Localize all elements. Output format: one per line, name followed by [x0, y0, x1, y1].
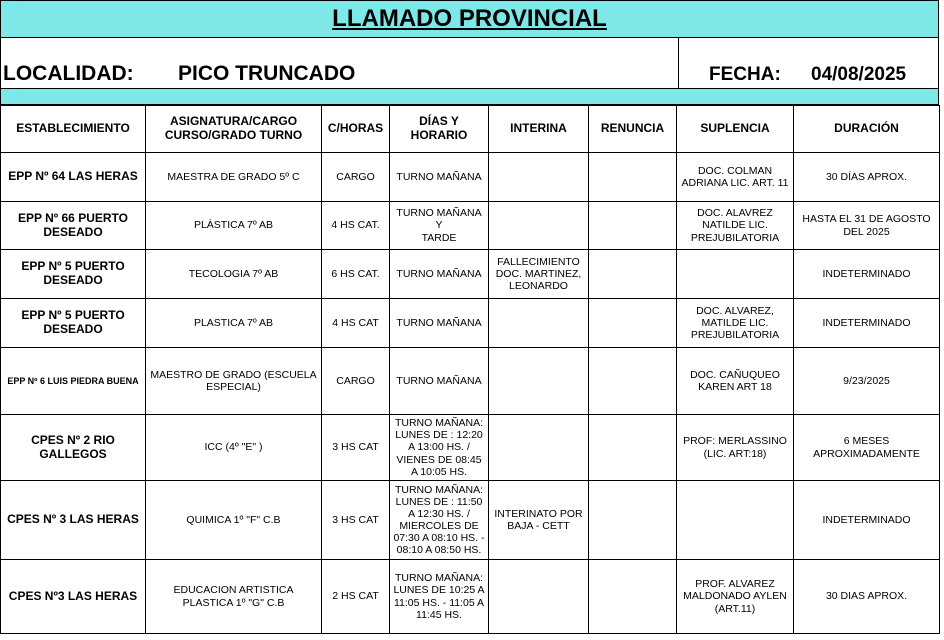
cell-line: A 12:30 HS. / [408, 507, 470, 520]
cell-renuncia [589, 415, 677, 481]
cell-line: (LIC. ART:18) [703, 447, 767, 460]
cell-interina [489, 202, 589, 250]
cell-line: 07:30 A 08:10 HS. - [393, 532, 485, 545]
cell-renuncia [589, 250, 677, 299]
cell-interina [489, 299, 589, 348]
cell-duracion [794, 202, 940, 250]
cell-line: PREJUBILATORIA [690, 231, 780, 244]
cell-suplencia [677, 299, 794, 348]
table-row [1, 481, 940, 560]
cell-interina [489, 560, 589, 634]
cell-line: FALLECIMIENTO [497, 255, 580, 268]
table-row [1, 153, 940, 202]
cell-choras: CARGO [322, 348, 390, 415]
cell-duracion [794, 299, 940, 348]
calls-table [0, 105, 940, 634]
cell-renuncia [589, 202, 677, 250]
cell-establecimiento: EPP Nº 5 PUERTO DESEADO [1, 299, 146, 348]
cell-suplencia [677, 481, 794, 560]
cell-line: ADRIANA LIC. ART. 11 [681, 177, 789, 189]
cell-choras: 2 HS CAT [322, 560, 390, 634]
header-band [0, 89, 939, 105]
cell-duracion [794, 250, 940, 299]
cell-duracion [794, 348, 940, 415]
cell-asignatura: EDUCACION ARTISTICA PLASTICA 1º "G" C.B [146, 560, 322, 634]
col-header-duracion: DURACIÓN [794, 106, 940, 153]
cell-asignatura: MAESTRO DE GRADO (ESCUELA ESPECIAL) [146, 348, 322, 415]
cell-establecimiento: CPES Nº 3 LAS HERAS [1, 481, 146, 560]
col-header-establecimiento: ESTABLECIMIENTO [1, 106, 146, 153]
cell-dias [390, 481, 489, 560]
cell-suplencia [677, 415, 794, 481]
cell-establecimiento: EPP Nº 6 LUIS PIEDRA BUENA [1, 348, 146, 415]
cell-duracion [794, 153, 940, 202]
cell-line: LUNES DE : 11:50 [395, 495, 483, 508]
locality-value: PICO TRUNCADO [178, 62, 356, 85]
cell-line: TURNO MAÑANA [396, 170, 482, 183]
table-row [1, 560, 940, 634]
date-divider [678, 38, 679, 88]
table-row [1, 250, 940, 299]
cell-line: MATILDE LIC. [701, 316, 769, 329]
cell-line: TURNO MAÑANA Y [396, 207, 482, 232]
cell-line: TURNO MAÑANA [396, 316, 482, 329]
table-row [1, 202, 940, 250]
cell-line: HASTA EL 31 DE AGOSTO [802, 213, 931, 226]
locality-row [0, 38, 939, 89]
cell-establecimiento: EPP Nº 5 PUERTO DESEADO [1, 250, 146, 299]
cell-line: LEONARDO [509, 280, 568, 293]
table-row [1, 415, 940, 481]
cell-line: DOC. CAÑUQUEO [690, 368, 780, 381]
cell-line: DOC. MARTINEZ, [495, 267, 582, 280]
cell-line: 9/23/2025 [843, 374, 890, 387]
cell-line: PROF. ALVAREZ [695, 578, 775, 591]
cell-line: TURNO MAÑANA [396, 267, 482, 280]
cell-line: LUNES DE 10:25 A [393, 584, 485, 597]
col-header-dias: DÍAS Y HORARIO [390, 106, 489, 153]
cell-duracion [794, 415, 940, 481]
cell-line: PROF: MERLASSINO [683, 435, 787, 448]
cell-line: 6 MESES [843, 435, 890, 448]
cell-asignatura: MAESTRA DE GRADO 5º C [146, 153, 322, 202]
col-header-interina: INTERINA [489, 106, 589, 153]
cell-line: DOC. COLMAN [697, 164, 773, 177]
cell-asignatura: ICC (4º "E" ) [146, 415, 322, 481]
cell-line: A 10:05 HS. [410, 465, 468, 478]
cell-establecimiento: EPP Nº 64 LAS HERAS [1, 153, 146, 202]
cell-establecimiento: EPP Nº 66 PUERTO DESEADO [1, 202, 146, 250]
cell-choras: 4 HS CAT. [322, 202, 390, 250]
cell-line: TURNO MAÑANA: [394, 483, 484, 496]
cell-line: VIENES DE 08:45 [396, 453, 482, 466]
cell-dias [390, 250, 489, 299]
cell-interina [489, 481, 589, 560]
cell-choras: 3 HS CAT [322, 415, 390, 481]
cell-interina [489, 348, 589, 415]
cell-renuncia [589, 153, 677, 202]
cell-dias [390, 415, 489, 481]
cell-line: TURNO MAÑANA: [394, 417, 484, 430]
cell-line: TURNO MAÑANA: [394, 572, 484, 585]
cell-suplencia [677, 348, 794, 415]
cell-line: TURNO MAÑANA [396, 374, 482, 387]
cell-asignatura: TECOLOGIA 7º AB [146, 250, 322, 299]
cell-renuncia [589, 348, 677, 415]
cell-line: A 13:00 HS. / [408, 441, 470, 454]
cell-line: 11:45 HS. [416, 608, 462, 621]
cell-renuncia [589, 560, 677, 634]
col-header-suplencia: SUPLENCIA [677, 106, 794, 153]
cell-suplencia [677, 202, 794, 250]
cell-renuncia [589, 481, 677, 560]
cell-interina [489, 415, 589, 481]
cell-dias [390, 560, 489, 634]
cell-line: PREJUBILATORIA [690, 329, 780, 342]
cell-duracion [794, 481, 940, 560]
cell-interina [489, 250, 589, 299]
table-header-row [1, 106, 940, 153]
cell-establecimiento: CPES Nº3 LAS HERAS [1, 560, 146, 634]
page-title: LLAMADO PROVINCIAL [0, 0, 939, 38]
cell-choras: 4 HS CAT [322, 299, 390, 348]
date-label: FECHA: [709, 64, 781, 85]
cell-line: DOC. ALAVREZ [697, 207, 773, 220]
cell-line: TARDE [421, 231, 457, 244]
cell-suplencia [677, 153, 794, 202]
cell-duracion [794, 560, 940, 634]
cell-interina [489, 153, 589, 202]
cell-renuncia [589, 299, 677, 348]
col-header-renuncia: RENUNCIA [589, 106, 677, 153]
cell-line: 11:05 HS. - 11:05 A [393, 596, 485, 609]
cell-dias [390, 299, 489, 348]
locality-label: LOCALIDAD: [3, 62, 134, 85]
cell-line: LUNES DE : 12:20 [395, 429, 483, 442]
cell-choras: CARGO [322, 153, 390, 202]
cell-suplencia [677, 250, 794, 299]
date-value: 04/08/2025 [811, 64, 907, 85]
cell-dias [390, 202, 489, 250]
cell-asignatura: PLASTICA 7º AB [146, 299, 322, 348]
cell-line: INDETERMINADO [822, 316, 911, 329]
cell-line: NATILDE LIC. [702, 219, 768, 232]
cell-dias [390, 348, 489, 415]
cell-line: 30 DÍAS APROX. [825, 170, 908, 183]
cell-asignatura: QUIMICA 1º "F" C.B [146, 481, 322, 560]
cell-line: 08:10 A 08:50 HS. [396, 544, 482, 557]
table-row [1, 299, 940, 348]
cell-line: INTERINATO POR [494, 507, 583, 520]
cell-choras: 6 HS CAT. [322, 250, 390, 299]
cell-line: KAREN ART 18 [698, 381, 772, 393]
cell-choras: 3 HS CAT [322, 481, 390, 560]
cell-line: DEL 2025 [843, 225, 890, 238]
cell-line: BAJA - CETT [507, 520, 570, 532]
cell-line: 30 DIAS APROX. [825, 590, 908, 603]
cell-line: MIERCOLES DE [399, 520, 479, 532]
cell-line: APROXIMADAMENTE [813, 447, 920, 460]
table-row [1, 348, 940, 415]
cell-line: MALDONADO AYLEN [683, 590, 787, 603]
cell-dias [390, 153, 489, 202]
cell-line: DOC. ALVAREZ, [696, 304, 774, 317]
cell-line: INDETERMINADO [822, 513, 911, 526]
cell-line: INDETERMINADO [822, 267, 911, 280]
cell-asignatura: PLÀSTICA 7º AB [146, 202, 322, 250]
cell-line: (ART.11) [714, 602, 756, 615]
col-header-choras: C/HORAS [322, 106, 390, 153]
col-header-asignatura: ASIGNATURA/CARGO CURSO/GRADO TURNO [146, 106, 322, 153]
cell-establecimiento: CPES Nº 2 RIO GALLEGOS [1, 415, 146, 481]
cell-suplencia [677, 560, 794, 634]
